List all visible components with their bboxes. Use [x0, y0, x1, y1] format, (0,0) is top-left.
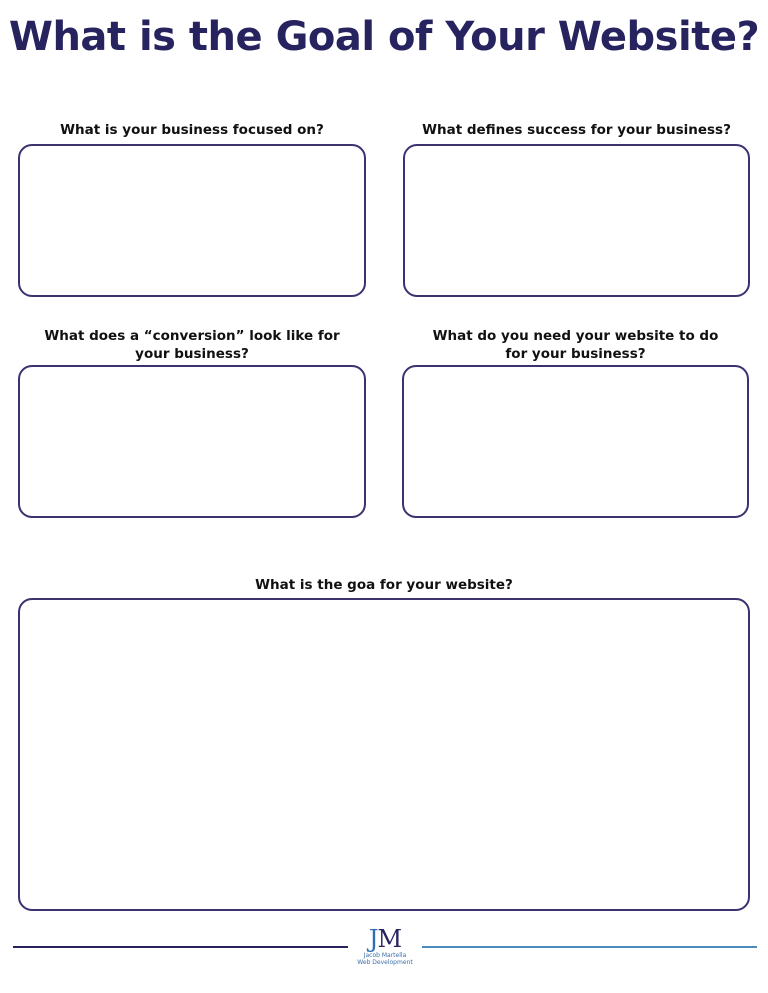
logo-letter-m: M: [377, 925, 402, 953]
answer-box-conversion[interactable]: [18, 365, 366, 518]
answer-box-business-focus[interactable]: [18, 144, 366, 297]
page-title: What is the Goal of Your Website?: [8, 14, 760, 60]
question-website-needs-label: What do you need your website to do for your business?: [432, 328, 719, 362]
logo-monogram: [352, 926, 418, 952]
logo-name: Jacob Martella: [363, 952, 407, 959]
question-website-goal-label: What is the goa for your website?: [255, 577, 513, 593]
logo-tagline: Web Development: [357, 959, 413, 966]
question-business-focus-label: What is your business focused on?: [60, 122, 324, 138]
answer-box-website-goal[interactable]: [18, 598, 750, 911]
footer-divider-left: [13, 946, 348, 948]
answer-box-website-needs[interactable]: [402, 365, 749, 518]
answer-box-success-definition[interactable]: [403, 144, 750, 297]
company-logo: [352, 926, 418, 968]
logo-letter-j: J: [368, 925, 378, 953]
footer-divider-right: [422, 946, 757, 948]
question-success-definition-label: What defines success for your business?: [422, 122, 731, 138]
question-conversion-label: What does a “conversion” look like for your business?: [44, 328, 340, 362]
